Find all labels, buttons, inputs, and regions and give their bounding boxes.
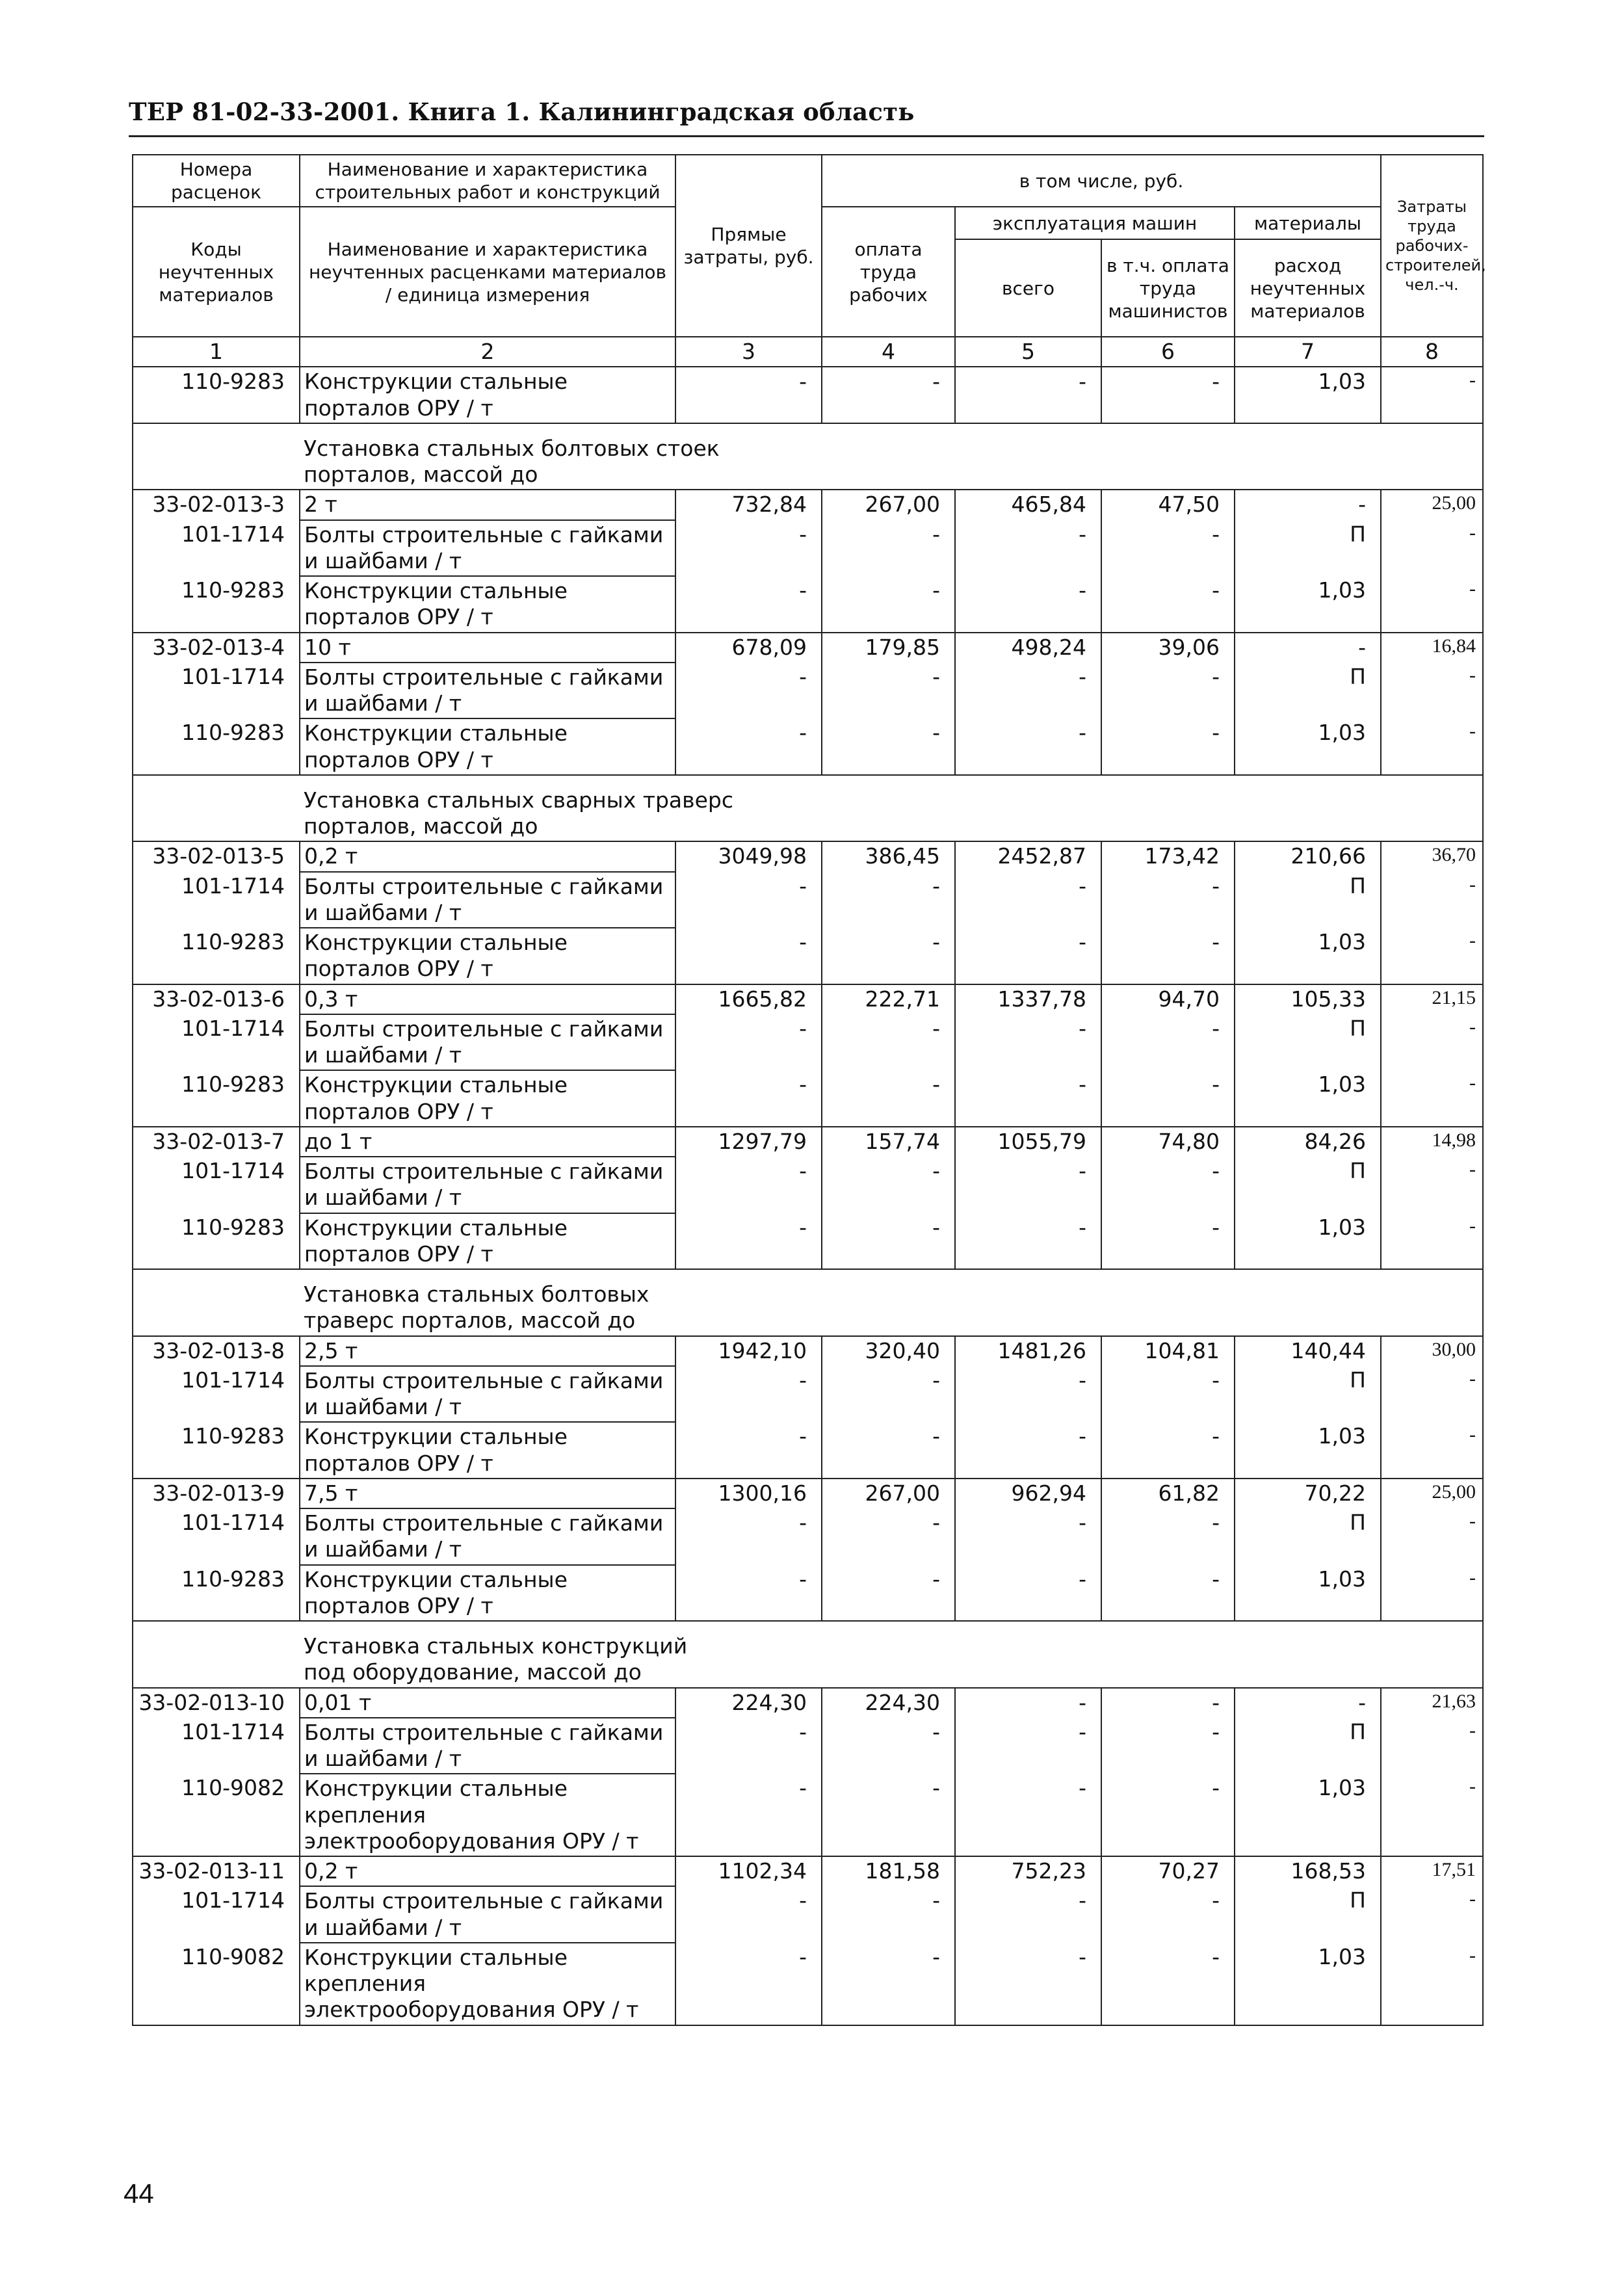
rate-name: 0,2 т: [300, 1856, 675, 1886]
value-cell: 1942,10: [675, 1336, 822, 1366]
value-cell: -: [675, 1886, 822, 1943]
value-cell: -: [1381, 872, 1483, 928]
value-cell: -: [1381, 1157, 1483, 1213]
material-code: 110-9283: [133, 576, 300, 633]
value-cell: 21,63: [1381, 1688, 1483, 1718]
column-number: 3: [675, 337, 822, 367]
value-cell: -: [1101, 1943, 1235, 2025]
value-cell: -: [955, 663, 1101, 719]
material-code: 101-1714: [133, 1508, 300, 1565]
material-name: Конструкции стальные порталов ОРУ / т: [300, 1422, 675, 1479]
value-cell: -: [675, 1774, 822, 1856]
value-cell: 210,66: [1235, 841, 1381, 871]
material-name: Болты строительные с гайками и шайбами / т: [300, 872, 675, 928]
value-cell: -: [675, 576, 822, 633]
value-cell: -: [822, 1366, 955, 1423]
value-cell: -: [675, 1565, 822, 1622]
value-cell: -: [1381, 1774, 1483, 1856]
value-cell: -: [955, 1565, 1101, 1622]
value-cell: 30,00: [1381, 1336, 1483, 1366]
section-title: Установка стальных конструкций под оборудование, массой до: [300, 1621, 1483, 1688]
value-cell: -: [955, 1688, 1101, 1718]
value-cell: 1102,34: [675, 1856, 822, 1886]
col-vsego-header: всего: [955, 239, 1101, 337]
value-cell: -: [675, 367, 822, 423]
material-code: 101-1714: [133, 1718, 300, 1774]
value-cell: 224,30: [675, 1688, 822, 1718]
material-row: [133, 1565, 1483, 1622]
value-cell: -: [1101, 1774, 1235, 1856]
value-cell: -: [822, 1718, 955, 1774]
value-cell: -: [822, 718, 955, 775]
value-cell: 1,03: [1235, 1070, 1381, 1127]
table-body: [133, 367, 1483, 2025]
material-code: 110-9082: [133, 1943, 300, 2025]
value-cell: -: [1101, 1688, 1235, 1718]
material-row: [133, 1422, 1483, 1479]
rate-name: 10 т: [300, 633, 675, 663]
value-cell: 1,03: [1235, 718, 1381, 775]
value-cell: -: [955, 1422, 1101, 1479]
material-code: 101-1714: [133, 1886, 300, 1943]
material-code: 101-1714: [133, 663, 300, 719]
rate-row: [133, 633, 1483, 663]
value-cell: 104,81: [1101, 1336, 1235, 1366]
value-cell: -: [1101, 1565, 1235, 1622]
value-cell: -: [1381, 1886, 1483, 1943]
material-code: 101-1714: [133, 872, 300, 928]
value-cell: -: [1381, 520, 1483, 577]
material-name: Конструкции стальные порталов ОРУ / т: [300, 928, 675, 984]
value-cell: 1,03: [1235, 367, 1381, 423]
rate-row: [133, 1336, 1483, 1366]
material-row: [133, 576, 1483, 633]
column-number: 7: [1235, 337, 1381, 367]
value-cell: -: [675, 928, 822, 984]
value-cell: -: [1235, 1688, 1381, 1718]
material-name: Конструкции стальные порталов ОРУ / т: [300, 576, 675, 633]
section-row: [133, 423, 1483, 490]
value-cell: -: [1101, 1886, 1235, 1943]
value-cell: 3049,98: [675, 841, 822, 871]
document-header: ТЕР 81-02-33-2001. Книга 1. Калининградская область: [129, 98, 915, 126]
rate-name: 2 т: [300, 490, 675, 519]
material-row: [133, 1213, 1483, 1270]
value-cell: 498,24: [955, 633, 1101, 663]
value-cell: 267,00: [822, 490, 955, 519]
value-cell: -: [675, 1366, 822, 1423]
rate-name: 0,2 т: [300, 841, 675, 871]
material-name: Конструкции стальные порталов ОРУ / т: [300, 367, 675, 423]
column-number: 8: [1381, 337, 1483, 367]
value-cell: 267,00: [822, 1479, 955, 1508]
value-cell: 1300,16: [675, 1479, 822, 1508]
value-cell: -: [1381, 1565, 1483, 1622]
value-cell: -: [1381, 1943, 1483, 2025]
material-row: [133, 718, 1483, 775]
section-title: Установка стальных болтовых траверс порталов, массой до: [300, 1269, 1483, 1336]
material-name: Конструкции стальные крепления электрооборудования ОРУ / т: [300, 1774, 675, 1856]
value-cell: -: [1101, 872, 1235, 928]
value-cell: -: [1381, 1508, 1483, 1565]
col-nomera-header: Номера расценок: [133, 155, 300, 207]
section-row: [133, 775, 1483, 842]
value-cell: П: [1235, 872, 1381, 928]
value-cell: -: [955, 367, 1101, 423]
value-cell: -: [675, 1943, 822, 2025]
value-cell: 1,03: [1235, 576, 1381, 633]
value-cell: -: [1101, 1070, 1235, 1127]
value-cell: 386,45: [822, 841, 955, 871]
material-code: 101-1714: [133, 520, 300, 577]
value-cell: 1,03: [1235, 1213, 1381, 1270]
value-cell: 61,82: [1101, 1479, 1235, 1508]
value-cell: 21,15: [1381, 984, 1483, 1014]
value-cell: -: [1101, 1366, 1235, 1423]
rate-row: [133, 1856, 1483, 1886]
section-blank-cell: [133, 423, 300, 490]
value-cell: 47,50: [1101, 490, 1235, 519]
value-cell: -: [955, 576, 1101, 633]
value-cell: 94,70: [1101, 984, 1235, 1014]
value-cell: 84,26: [1235, 1127, 1381, 1157]
value-cell: -: [822, 1422, 955, 1479]
rate-code: 33-02-013-9: [133, 1479, 300, 1508]
value-cell: -: [1381, 1718, 1483, 1774]
value-cell: 70,27: [1101, 1856, 1235, 1886]
value-cell: 732,84: [675, 490, 822, 519]
material-code: 101-1714: [133, 1157, 300, 1213]
value-cell: -: [1381, 1014, 1483, 1071]
value-cell: -: [675, 1718, 822, 1774]
value-cell: -: [955, 1366, 1101, 1423]
section-blank-cell: [133, 1621, 300, 1688]
value-cell: П: [1235, 1508, 1381, 1565]
rate-code: 33-02-013-6: [133, 984, 300, 1014]
value-cell: -: [955, 1774, 1101, 1856]
value-cell: -: [675, 1070, 822, 1127]
value-cell: -: [822, 1508, 955, 1565]
material-name: Болты строительные с гайками и шайбами / т: [300, 1718, 675, 1774]
rate-row: [133, 841, 1483, 871]
value-cell: П: [1235, 1014, 1381, 1071]
material-code: 110-9283: [133, 1565, 300, 1622]
section-blank-cell: [133, 1269, 300, 1336]
value-cell: -: [1101, 663, 1235, 719]
value-cell: -: [822, 1565, 955, 1622]
value-cell: -: [1101, 367, 1235, 423]
value-cell: -: [1101, 718, 1235, 775]
value-cell: -: [822, 1070, 955, 1127]
material-name: Конструкции стальные порталов ОРУ / т: [300, 1213, 675, 1270]
rate-row: [133, 984, 1483, 1014]
material-code: 110-9283: [133, 367, 300, 423]
rate-code: 33-02-013-7: [133, 1127, 300, 1157]
value-cell: -: [1381, 1070, 1483, 1127]
value-cell: -: [955, 1014, 1101, 1071]
material-row: [133, 1886, 1483, 1943]
value-cell: -: [675, 1508, 822, 1565]
value-cell: 39,06: [1101, 633, 1235, 663]
value-cell: -: [1101, 1718, 1235, 1774]
material-row: [133, 367, 1483, 423]
value-cell: -: [1101, 1508, 1235, 1565]
value-cell: -: [1101, 1014, 1235, 1071]
value-cell: П: [1235, 1718, 1381, 1774]
value-cell: -: [822, 928, 955, 984]
material-row: [133, 1014, 1483, 1071]
value-cell: 74,80: [1101, 1127, 1235, 1157]
material-row: [133, 1774, 1483, 1856]
value-cell: -: [1381, 576, 1483, 633]
rate-code: 33-02-013-10: [133, 1688, 300, 1718]
material-name: Конструкции стальные крепления электрооборудования ОРУ / т: [300, 1943, 675, 2025]
value-cell: -: [1381, 928, 1483, 984]
material-code: 110-9283: [133, 1070, 300, 1127]
material-name: Болты строительные с гайками и шайбами / т: [300, 663, 675, 719]
value-cell: 1297,79: [675, 1127, 822, 1157]
value-cell: 1337,78: [955, 984, 1101, 1014]
value-cell: -: [955, 520, 1101, 577]
material-row: [133, 663, 1483, 719]
value-cell: -: [822, 1213, 955, 1270]
value-cell: -: [955, 928, 1101, 984]
rate-name: 7,5 т: [300, 1479, 675, 1508]
value-cell: -: [1101, 576, 1235, 633]
material-row: [133, 1157, 1483, 1213]
column-number: 5: [955, 337, 1101, 367]
value-cell: -: [1381, 1422, 1483, 1479]
value-cell: П: [1235, 663, 1381, 719]
value-cell: -: [1101, 1157, 1235, 1213]
column-number: 2: [300, 337, 675, 367]
rate-code: 33-02-013-8: [133, 1336, 300, 1366]
material-code: 110-9283: [133, 718, 300, 775]
rate-name: до 1 т: [300, 1127, 675, 1157]
col-oplata-header: оплата труда рабочих: [822, 207, 955, 337]
value-cell: 1,03: [1235, 1422, 1381, 1479]
value-cell: -: [1101, 520, 1235, 577]
material-name: Болты строительные с гайками и шайбами / т: [300, 1508, 675, 1565]
value-cell: -: [822, 520, 955, 577]
col-naim-mat-header: Наименование и характеристика неучтенных расценками материалов / единица измерения: [300, 207, 675, 337]
material-code: 110-9283: [133, 928, 300, 984]
col-vtom-header: в том числе, руб.: [822, 155, 1381, 207]
value-cell: -: [1381, 367, 1483, 423]
value-cell: -: [1381, 1366, 1483, 1423]
value-cell: 465,84: [955, 490, 1101, 519]
material-name: Болты строительные с гайками и шайбами / т: [300, 1014, 675, 1071]
value-cell: -: [675, 1157, 822, 1213]
value-cell: -: [822, 872, 955, 928]
material-row: [133, 928, 1483, 984]
value-cell: П: [1235, 1886, 1381, 1943]
value-cell: -: [1235, 490, 1381, 519]
value-cell: 962,94: [955, 1479, 1101, 1508]
value-cell: -: [1381, 1213, 1483, 1270]
value-cell: 1665,82: [675, 984, 822, 1014]
value-cell: -: [675, 872, 822, 928]
material-name: Болты строительные с гайками и шайбами / т: [300, 1157, 675, 1213]
value-cell: 181,58: [822, 1856, 955, 1886]
value-cell: -: [675, 520, 822, 577]
value-cell: 224,30: [822, 1688, 955, 1718]
value-cell: 2452,87: [955, 841, 1101, 871]
column-number-row: [133, 337, 1483, 367]
value-cell: -: [822, 663, 955, 719]
header-rule: [129, 135, 1484, 137]
col-materialy-header: материалы: [1235, 207, 1381, 239]
rate-row: [133, 1127, 1483, 1157]
value-cell: -: [822, 1943, 955, 2025]
rate-code: 33-02-013-11: [133, 1856, 300, 1886]
col-zatraty-header: Затраты труда рабочих-строителей, чел.-ч.: [1381, 155, 1483, 337]
value-cell: -: [1235, 633, 1381, 663]
value-cell: -: [675, 663, 822, 719]
value-cell: -: [822, 1886, 955, 1943]
material-row: [133, 872, 1483, 928]
page-number: 44: [124, 2178, 154, 2209]
col-pryamye-header: Прямые затраты, руб.: [675, 155, 822, 337]
value-cell: 25,00: [1381, 1479, 1483, 1508]
col-vtch-header: в т.ч. оплата труда машинистов: [1101, 239, 1235, 337]
value-cell: -: [955, 1718, 1101, 1774]
value-cell: 25,00: [1381, 490, 1483, 519]
value-cell: -: [822, 1157, 955, 1213]
value-cell: 1,03: [1235, 1565, 1381, 1622]
value-cell: 1,03: [1235, 928, 1381, 984]
value-cell: 14,98: [1381, 1127, 1483, 1157]
rate-row: [133, 1479, 1483, 1508]
rate-code: 33-02-013-4: [133, 633, 300, 663]
value-cell: 222,71: [822, 984, 955, 1014]
section-row: [133, 1621, 1483, 1688]
material-row: [133, 1070, 1483, 1127]
value-cell: 17,51: [1381, 1856, 1483, 1886]
value-cell: -: [1101, 1213, 1235, 1270]
material-name: Болты строительные с гайками и шайбами / т: [300, 1366, 675, 1423]
value-cell: 168,53: [1235, 1856, 1381, 1886]
value-cell: 1,03: [1235, 1774, 1381, 1856]
value-cell: -: [1101, 928, 1235, 984]
rate-name: 0,3 т: [300, 984, 675, 1014]
value-cell: 1055,79: [955, 1127, 1101, 1157]
material-code: 110-9283: [133, 1213, 300, 1270]
value-cell: -: [955, 1070, 1101, 1127]
column-number: 4: [822, 337, 955, 367]
value-cell: -: [822, 367, 955, 423]
value-cell: П: [1235, 1366, 1381, 1423]
material-name: Конструкции стальные порталов ОРУ / т: [300, 718, 675, 775]
material-row: [133, 1718, 1483, 1774]
value-cell: -: [1381, 718, 1483, 775]
material-name: Конструкции стальные порталов ОРУ / т: [300, 1070, 675, 1127]
value-cell: 179,85: [822, 633, 955, 663]
value-cell: -: [822, 576, 955, 633]
value-cell: -: [675, 1422, 822, 1479]
material-code: 101-1714: [133, 1366, 300, 1423]
rate-row: [133, 1688, 1483, 1718]
section-title: Установка стальных сварных траверс порталов, массой до: [300, 775, 1483, 842]
column-number: 1: [133, 337, 300, 367]
value-cell: -: [675, 1213, 822, 1270]
value-cell: -: [955, 718, 1101, 775]
value-cell: 752,23: [955, 1856, 1101, 1886]
value-cell: -: [1101, 1422, 1235, 1479]
value-cell: 1,03: [1235, 1943, 1381, 2025]
value-cell: -: [1381, 663, 1483, 719]
material-row: [133, 1366, 1483, 1423]
material-name: Болты строительные с гайками и шайбами / т: [300, 520, 675, 577]
material-name: Конструкции стальные порталов ОРУ / т: [300, 1565, 675, 1622]
value-cell: 105,33: [1235, 984, 1381, 1014]
material-row: [133, 520, 1483, 577]
material-name: Болты строительные с гайками и шайбами / т: [300, 1886, 675, 1943]
rate-name: 0,01 т: [300, 1688, 675, 1718]
rate-code: 33-02-013-3: [133, 490, 300, 519]
value-cell: -: [675, 1014, 822, 1071]
value-cell: 140,44: [1235, 1336, 1381, 1366]
value-cell: -: [955, 872, 1101, 928]
value-cell: 320,40: [822, 1336, 955, 1366]
col-rashod-header: расход неучтенных материалов: [1235, 239, 1381, 337]
rate-code: 33-02-013-5: [133, 841, 300, 871]
section-blank-cell: [133, 775, 300, 842]
value-cell: 16,84: [1381, 633, 1483, 663]
section-title: Установка стальных болтовых стоек порталов, массой до: [300, 423, 1483, 490]
value-cell: -: [955, 1886, 1101, 1943]
material-code: 110-9283: [133, 1422, 300, 1479]
value-cell: -: [955, 1508, 1101, 1565]
value-cell: -: [822, 1014, 955, 1071]
value-cell: -: [675, 718, 822, 775]
value-cell: -: [955, 1943, 1101, 2025]
value-cell: 157,74: [822, 1127, 955, 1157]
section-row: [133, 1269, 1483, 1336]
value-cell: 36,70: [1381, 841, 1483, 871]
col-ekspl-header: эксплуатация машин: [955, 207, 1235, 239]
value-cell: 70,22: [1235, 1479, 1381, 1508]
material-row: [133, 1943, 1483, 2025]
col-naim-header: Наименование и характеристика строительных работ и конструкций: [300, 155, 675, 207]
value-cell: -: [955, 1213, 1101, 1270]
column-number: 6: [1101, 337, 1235, 367]
value-cell: -: [822, 1774, 955, 1856]
value-cell: П: [1235, 1157, 1381, 1213]
col-kody-header: Коды неучтенных материалов: [133, 207, 300, 337]
material-row: [133, 1508, 1483, 1565]
rate-row: [133, 490, 1483, 519]
material-code: 110-9082: [133, 1774, 300, 1856]
rates-table: [132, 154, 1484, 2026]
value-cell: П: [1235, 520, 1381, 577]
value-cell: 173,42: [1101, 841, 1235, 871]
value-cell: 678,09: [675, 633, 822, 663]
value-cell: -: [955, 1157, 1101, 1213]
rate-name: 2,5 т: [300, 1336, 675, 1366]
material-code: 101-1714: [133, 1014, 300, 1071]
value-cell: 1481,26: [955, 1336, 1101, 1366]
